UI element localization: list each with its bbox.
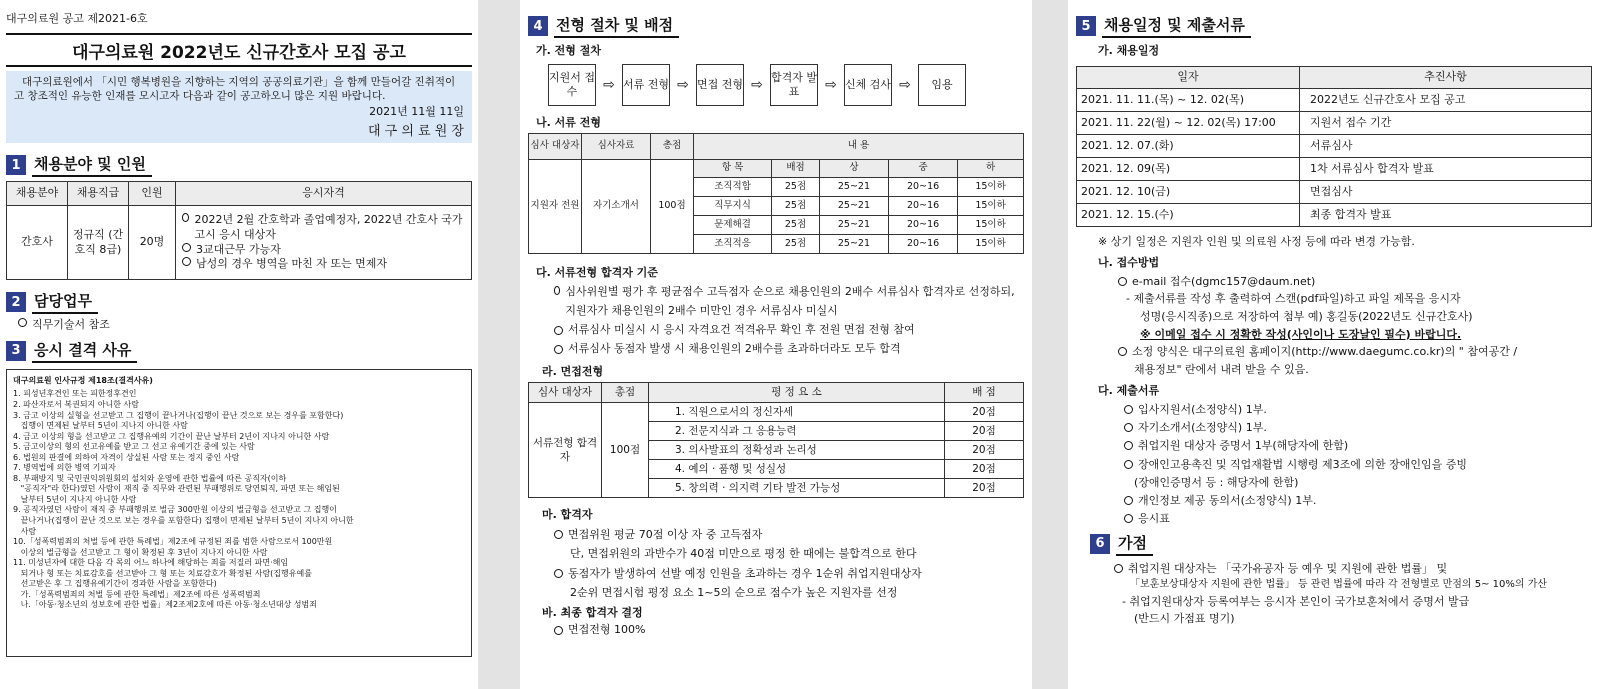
table-row bbox=[1077, 204, 1592, 227]
grade-cell: 정규직 (간호직 8급) bbox=[68, 206, 129, 280]
section-number: 6 bbox=[1090, 534, 1110, 554]
interview-table bbox=[528, 382, 1024, 498]
circle-bullet-icon bbox=[554, 345, 563, 354]
section-5-header bbox=[1076, 14, 1592, 38]
section-2-header bbox=[6, 290, 472, 314]
sub-header: 중 bbox=[889, 160, 958, 178]
task-cell: 2022년도 신규간호사 모집 공고 bbox=[1300, 89, 1592, 112]
page-1 bbox=[0, 0, 478, 689]
table-row bbox=[1077, 135, 1592, 158]
item-cell: 조직적합 bbox=[694, 178, 772, 197]
date-cell: 2021. 12. 09(목) bbox=[1077, 158, 1300, 181]
circle-bullet-icon bbox=[1114, 564, 1123, 573]
subheading-pass: 마. 합격자 bbox=[542, 508, 593, 522]
circle-bullet-icon bbox=[182, 243, 191, 252]
mid-cell: 20~16 bbox=[889, 216, 958, 235]
rule-line: 사람 bbox=[13, 526, 37, 536]
table-row bbox=[1077, 112, 1592, 135]
task-cell: 1차 서류심사 합격자 발표 bbox=[1300, 158, 1592, 181]
circle-bullet-icon bbox=[1124, 405, 1133, 414]
score-cell: 20점 bbox=[945, 403, 1024, 422]
page-3 bbox=[1068, 0, 1600, 689]
rule-line: 선고받은 후 그 집행유예기간이 경과한 사람을 포함한다) bbox=[13, 579, 217, 589]
step-box: 임용 bbox=[918, 64, 966, 106]
rule-line: 6. 법원의 판결에 의하여 자격이 상실된 사람 또는 정지 중인 사람 bbox=[13, 452, 240, 462]
factor-cell: 5. 창의력 · 의지력 기타 발전 가능성 bbox=[649, 479, 945, 498]
date-cell: 2021. 11. 11.(목) ~ 12. 02(목) bbox=[1077, 89, 1300, 112]
col-header: 일자 bbox=[1077, 67, 1300, 89]
date-cell: 2021. 12. 07.(화) bbox=[1077, 135, 1300, 158]
email-item: e-mail 접수(dgmc157@daum.net) bbox=[1132, 274, 1316, 288]
table-row bbox=[1077, 158, 1592, 181]
duty-text: 직무기술서 참조 bbox=[32, 318, 110, 332]
circle-bullet-icon bbox=[1124, 496, 1133, 505]
document-item-note: (장애인증명서 등 : 해당자에 한함) bbox=[1134, 475, 1299, 489]
rule-line: 4. 금고 이상의 형을 선고받고 그 집행유예의 기간이 끝난 날부터 2년이 지나지 아니한 사람 bbox=[13, 431, 330, 441]
process-flow bbox=[548, 64, 1024, 106]
notice-date: 2021년 11월 11일 bbox=[369, 105, 464, 119]
circle-bullet-icon bbox=[554, 326, 563, 335]
section-title: 담당업무 bbox=[32, 290, 98, 314]
rules-title: 대구의료원 인사규정 제18조(결격사유) bbox=[13, 375, 153, 385]
criteria-item: 서류심사 동점자 발생 시 채용인원의 2배수를 초과하더라도 모두 합격 bbox=[568, 342, 901, 356]
bonus-item: - 취업지원대상자 등록여부는 응시자 본인이 국가보훈처에서 증명서 발급 bbox=[1122, 594, 1470, 608]
issuer: 대 구 의 료 원 장 bbox=[367, 124, 464, 140]
document-item: 입사지원서(소정양식) 1부. bbox=[1138, 403, 1267, 417]
bonus-item: 취업지원 대상자는 「국가유공자 등 예우 및 지원에 관한 법률」 및 bbox=[1128, 561, 1448, 575]
section-4-header bbox=[528, 14, 1024, 38]
step-box: 신체 검사 bbox=[844, 64, 892, 106]
col-header: 채용직급 bbox=[68, 182, 129, 206]
sub-header: 하 bbox=[958, 160, 1024, 178]
section-title: 전형 절차 및 배점 bbox=[554, 14, 679, 38]
mid-cell: 20~16 bbox=[889, 197, 958, 216]
subheading-documents: 다. 제출서류 bbox=[1098, 384, 1160, 398]
step-box: 지원서 접수 bbox=[548, 64, 596, 106]
section-1-header bbox=[6, 153, 472, 177]
rule-line: 5. 금고이상의 형의 선고유예를 받고 그 선고 유예기간 중에 있는 사람 bbox=[13, 442, 255, 452]
section-number: 2 bbox=[6, 292, 26, 312]
circle-bullet-icon bbox=[1124, 460, 1133, 469]
step-box: 서류 전형 bbox=[622, 64, 670, 106]
task-cell: 서류심사 bbox=[1300, 135, 1592, 158]
criteria-item: 서류심사 미실시 시 응시 자격요건 적격유무 확인 후 전원 면접 전형 참여 bbox=[568, 323, 915, 337]
col-header: 총점 bbox=[651, 134, 694, 160]
rule-line: 2. 파산자로서 복권되지 아니한 사람 bbox=[13, 399, 139, 409]
total-cell: 100점 bbox=[602, 403, 649, 498]
section-number: 3 bbox=[6, 341, 26, 361]
pass-item: 단, 면접위원의 과반수가 40점 미만으로 평정 한 때에는 불합격으로 한다 bbox=[570, 547, 917, 561]
high-cell: 25~21 bbox=[819, 197, 888, 216]
pass-item: 동점자가 발생하여 선발 예정 인원을 초과하는 경우 1순위 취업지원대상자 bbox=[568, 566, 922, 580]
rule-line: 되거나 형 또는 치료감호를 선고받아 그 형 또는 치료감호가 확정된 사람(집행유예를 bbox=[13, 568, 312, 578]
item-cell: 문제해결 bbox=[694, 216, 772, 235]
pass-item: 2순위 면접시험 평정 요소 1~5의 순으로 점수가 높은 지원자를 선정 bbox=[570, 585, 898, 599]
circle-bullet-icon bbox=[1124, 441, 1133, 450]
mid-cell: 20~16 bbox=[889, 235, 958, 254]
arrow-right-icon: ⇨ bbox=[677, 77, 689, 93]
rule-line: 10.「성폭력범죄의 처벌 등에 관한 특례법」제2조에 규정된 죄를 범한 사람으로서 100만원 bbox=[13, 537, 333, 547]
col-header: 평 정 요 소 bbox=[649, 383, 945, 403]
section-title: 채용일정 및 제출서류 bbox=[1102, 14, 1251, 38]
step-box: 합격자 발표 bbox=[770, 64, 818, 106]
score-cell: 20점 bbox=[945, 422, 1024, 441]
sub-header: 상 bbox=[819, 160, 888, 178]
notice-title: 대구의료원 2022년도 신규간호사 모집 공고 bbox=[6, 35, 472, 67]
rule-line: 8. 부패방지 및 국민권익위원회의 설치와 운영에 관한 법률에 따른 공직자(이하 bbox=[13, 473, 287, 483]
arrow-right-icon: ⇨ bbox=[899, 77, 911, 93]
rule-line: 날부터 5년이 지나지 아니한 사람 bbox=[13, 494, 137, 504]
score-cell: 25점 bbox=[772, 235, 820, 254]
rule-line: "공직자"라 한다)였던 사람이 재직 중 직무와 관련된 부패행위로 당연퇴직, 파면 또는 해임된 bbox=[13, 484, 340, 494]
rule-line: 나.「아동·청소년의 성보호에 관한 법률」제2조제2호에 따른 아동·청소년대상 성범죄 bbox=[13, 600, 317, 610]
document-item: 장애인고용촉진 및 직업재활법 시행령 제3조에 의한 장애인임을 증빙 bbox=[1138, 457, 1468, 471]
circle-bullet-icon bbox=[1118, 347, 1127, 356]
subheading-process: 가. 전형 절차 bbox=[536, 44, 601, 57]
bonus-item: (반드시 가점표 명기) bbox=[1134, 612, 1235, 626]
factor-cell: 2. 전문지식과 그 응용능력 bbox=[649, 422, 945, 441]
col-header: 채용분야 bbox=[7, 182, 68, 206]
circle-bullet-icon bbox=[554, 530, 563, 539]
item-cell: 조직적응 bbox=[694, 235, 772, 254]
date-cell: 2021. 11. 22(월) ~ 12. 02(목) 17:00 bbox=[1077, 112, 1300, 135]
circle-bullet-icon bbox=[554, 569, 563, 578]
page-2 bbox=[520, 0, 1032, 689]
sub-header: 배점 bbox=[772, 160, 820, 178]
col-header: 심사자료 bbox=[582, 134, 651, 160]
document-item: 자기소개서(소정양식) 1부. bbox=[1138, 421, 1267, 435]
circle-bullet-icon bbox=[554, 626, 563, 635]
criteria-item: 심사위원별 평가 후 평균점수 고득점자 순으로 채용인원의 2배수 서류심사 합격자로 선정하되, 지원자가 채용인원의 2배수 미만인 경우 서류심사 미실시 bbox=[565, 285, 1015, 317]
section-number: 5 bbox=[1076, 16, 1096, 36]
rule-line: 9. 공직자였던 사람이 재직 중 부패행위로 벌금 300만원 이상의 벌금형을 선고받고 그 집행이 bbox=[13, 505, 337, 515]
section-title: 응시 결격 사유 bbox=[32, 339, 137, 363]
subheading-document: 나. 서류 전형 bbox=[536, 116, 601, 129]
pass-item: 면접위원 평균 70점 이상 자 중 고득점자 bbox=[568, 528, 763, 542]
date-cell: 2021. 12. 15.(수) bbox=[1077, 204, 1300, 227]
section-number: 4 bbox=[528, 16, 548, 36]
document-item: 개인정보 제공 동의서(소정양식) 1부. bbox=[1138, 493, 1317, 507]
circle-bullet-icon bbox=[1118, 277, 1127, 286]
col-header: 총점 bbox=[602, 383, 649, 403]
circle-bullet-icon bbox=[18, 318, 27, 327]
score-cell: 20점 bbox=[945, 479, 1024, 498]
circle-bullet-icon bbox=[554, 286, 560, 295]
field-cell: 간호사 bbox=[7, 206, 68, 280]
qualification-item: 2022년 2월 간호학과 졸업예정자, 2022년 간호사 국가고시 응시 대상자 bbox=[194, 212, 463, 241]
rule-line: 7. 병역법에 의한 병역 기피자 bbox=[13, 463, 116, 473]
document-screening-table bbox=[528, 133, 1024, 254]
table-row bbox=[1077, 89, 1592, 112]
rule-line: 11. 미성년자에 대한 다음 각 목의 어느 하나에 해당하는 죄를 저질러 파면·해임 bbox=[13, 558, 289, 568]
email-detail: - 제출서류를 작성 후 출력하여 스캔(pdf파일)하고 파일 제목을 응시자 bbox=[1126, 292, 1461, 306]
high-cell: 25~21 bbox=[819, 216, 888, 235]
target-cell: 서류전형 합격자 bbox=[529, 403, 602, 498]
section-number: 1 bbox=[6, 155, 26, 175]
qualification-item: 남성의 경우 병역을 마친 자 또는 면제자 bbox=[196, 257, 387, 271]
rule-line: 가.「성폭력범죄의 처벌 등에 관한 특례법」제2조에 따른 성폭력범죄 bbox=[13, 589, 261, 599]
col-header: 심사 대상자 bbox=[529, 134, 582, 160]
rule-line: 1. 피성년후견인 또는 피한정후견인 bbox=[13, 389, 137, 399]
high-cell: 25~21 bbox=[819, 235, 888, 254]
schedule-table bbox=[1076, 66, 1592, 227]
task-cell: 지원서 접수 기간 bbox=[1300, 112, 1592, 135]
intro-text: 대구의료원에서 「시민 행복병원을 지향하는 지역의 공공의료기관」을 함께 만들어갈 진취적이고 창조적인 유능한 인재를 모시고자 다음과 같이 공고하오니 많은 지원 바랍니다. bbox=[14, 75, 456, 103]
score-cell: 20점 bbox=[945, 460, 1024, 479]
col-header: 심사 대상자 bbox=[529, 383, 602, 403]
final-item: 면접전형 100% bbox=[568, 623, 646, 637]
table-row bbox=[529, 403, 1024, 422]
notice-number: 대구의료원 공고 제2021-6호 bbox=[6, 12, 148, 25]
intro-box bbox=[6, 71, 472, 143]
target-cell: 지원자 전원 bbox=[529, 160, 582, 254]
col-header: 응시자격 bbox=[176, 182, 472, 206]
arrow-right-icon: ⇨ bbox=[825, 77, 837, 93]
col-header: 내 용 bbox=[694, 134, 1024, 160]
score-cell: 20점 bbox=[945, 441, 1024, 460]
section-3-header bbox=[6, 339, 472, 363]
low-cell: 15이하 bbox=[958, 216, 1024, 235]
section-title: 채용분야 및 인원 bbox=[32, 153, 152, 177]
qualification-cell bbox=[176, 206, 472, 280]
circle-bullet-icon bbox=[182, 257, 191, 266]
rule-line: 집행이 면제된 날부터 5년이 지나지 아니한 사람 bbox=[13, 421, 188, 431]
col-header: 배 점 bbox=[945, 383, 1024, 403]
disqualification-box bbox=[6, 369, 472, 657]
low-cell: 15이하 bbox=[958, 178, 1024, 197]
count-cell: 20명 bbox=[129, 206, 176, 280]
factor-cell: 3. 의사발표의 정확성과 논리성 bbox=[649, 441, 945, 460]
rules-list bbox=[13, 389, 465, 610]
rule-line: 이상의 벌금형을 선고받고 그 형이 확정된 후 3년이 지나지 아니한 사람 bbox=[13, 547, 268, 557]
subheading-method: 나. 접수방법 bbox=[1098, 255, 1160, 269]
bonus-item: 「보훈보상대상자 지원에 관한 법률」 등 관련 법률에 따라 각 전형별로 만점의 5~ 10%의 가산 bbox=[1130, 579, 1548, 590]
section-6-header bbox=[1090, 532, 1592, 556]
mid-cell: 20~16 bbox=[889, 178, 958, 197]
circle-bullet-icon bbox=[182, 213, 189, 222]
factor-cell: 1. 직원으로서의 정신자세 bbox=[649, 403, 945, 422]
col-header: 인원 bbox=[129, 182, 176, 206]
low-cell: 15이하 bbox=[958, 197, 1024, 216]
document-item: 취업지원 대상자 증명서 1부(해당자에 한함) bbox=[1138, 439, 1349, 453]
sub-header: 항 목 bbox=[694, 160, 772, 178]
score-cell: 25점 bbox=[772, 197, 820, 216]
high-cell: 25~21 bbox=[819, 178, 888, 197]
email-warning: ※ 이메일 접수 시 정확한 작성(사인이나 도장날인 필수) 바랍니다. bbox=[1140, 327, 1462, 341]
task-cell: 최종 합격자 발표 bbox=[1300, 204, 1592, 227]
score-cell: 25점 bbox=[772, 216, 820, 235]
table-row bbox=[1077, 181, 1592, 204]
email-detail: 성명(응시직종)으로 저장하여 첨부 예) 홍길동(2022년도 신규간호사) bbox=[1140, 310, 1473, 324]
col-header: 추진사항 bbox=[1300, 67, 1592, 89]
form-item: 채용정보" 란에서 내려 받을 수 있음. bbox=[1134, 362, 1309, 376]
circle-bullet-icon bbox=[1124, 423, 1133, 432]
step-box: 면접 전형 bbox=[696, 64, 744, 106]
rule-line: 끝나거나(집행이 끝난 것으로 보는 경우를 포함한다) 집행이 면제된 날부터 5년이 지나지 아니한 bbox=[13, 515, 354, 525]
schedule-note: ※ 상기 일정은 지원자 인원 및 의료원 사정 등에 따라 변경 가능함. bbox=[1098, 235, 1415, 248]
total-cell: 100점 bbox=[651, 160, 694, 254]
low-cell: 15이하 bbox=[958, 235, 1024, 254]
rule-line: 3. 금고 이상의 실형을 선고받고 그 집행이 끝나거나(집행이 끝난 것으로 보는 경우를 포함한다) bbox=[13, 410, 344, 420]
subheading-final: 바. 최종 합격자 결정 bbox=[542, 606, 643, 620]
subheading-schedule: 가. 채용일정 bbox=[1098, 44, 1160, 57]
subheading-doc-pass: 다. 서류전형 합격자 기준 bbox=[536, 266, 658, 279]
arrow-right-icon: ⇨ bbox=[751, 77, 763, 93]
factor-cell: 4. 예의 · 품행 및 성실성 bbox=[649, 460, 945, 479]
document-item: 응시표 bbox=[1138, 511, 1170, 525]
date-cell: 2021. 12. 10(금) bbox=[1077, 181, 1300, 204]
form-item: 소정 양식은 대구의료원 홈페이지(http://www.daegumc.co.kr)의 " 참여공간 / bbox=[1132, 345, 1518, 359]
material-cell: 자기소개서 bbox=[582, 160, 651, 254]
circle-bullet-icon bbox=[1124, 514, 1133, 523]
item-cell: 직무지식 bbox=[694, 197, 772, 216]
recruit-table bbox=[6, 181, 472, 280]
section-title: 가점 bbox=[1116, 532, 1153, 556]
qualification-item: 3교대근무 가능자 bbox=[196, 242, 281, 256]
arrow-right-icon: ⇨ bbox=[603, 77, 615, 93]
task-cell: 면접심사 bbox=[1300, 181, 1592, 204]
subheading-interview: 라. 면접전형 bbox=[542, 365, 604, 379]
score-cell: 25점 bbox=[772, 178, 820, 197]
